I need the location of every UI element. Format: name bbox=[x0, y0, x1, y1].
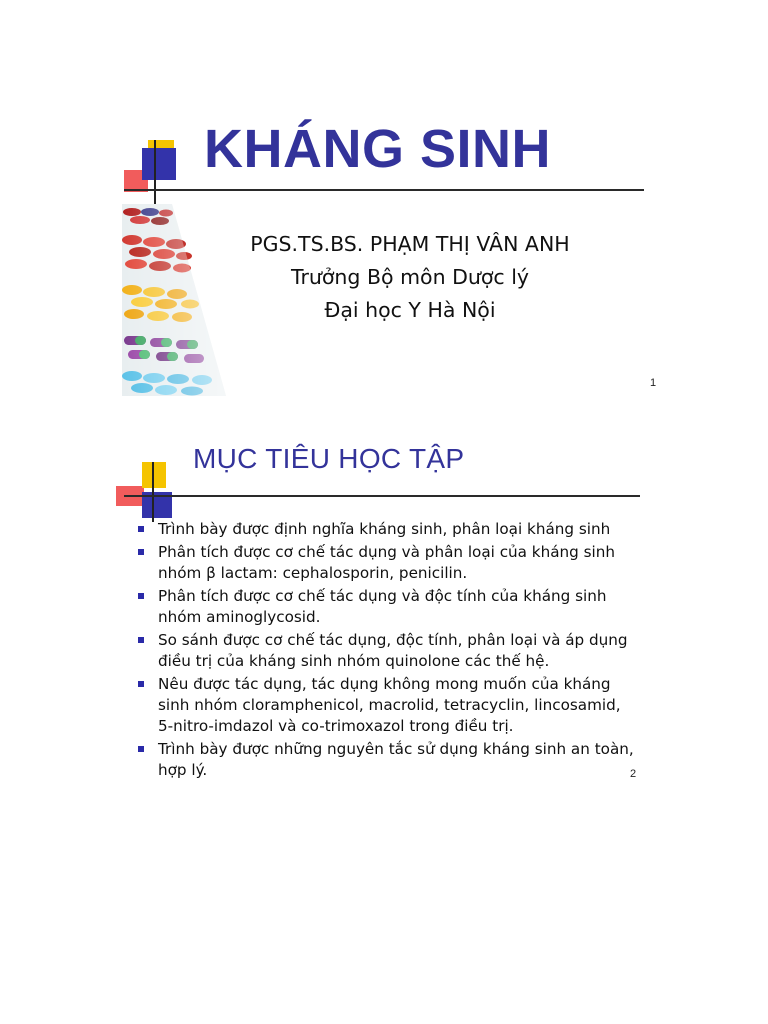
list-item: Trình bày được những nguyên tắc sử dụng kháng sinh an toàn, hợp lý. bbox=[136, 739, 636, 781]
title-divider bbox=[124, 189, 644, 191]
square-bullet-icon bbox=[138, 593, 144, 599]
list-item: Nêu được tác dụng, tác dụng không mong muốn của kháng sinh nhóm cloramphenicol, macrolid, tetracyclin, lincosamid, 5-nitro-imdazol và co-trimoxazol trong điều trị. bbox=[136, 674, 636, 737]
slide-title: MỤC TIÊU HỌC TẬP bbox=[193, 443, 465, 474]
title-divider bbox=[124, 495, 640, 497]
objectives-slide bbox=[0, 410, 768, 810]
square-bullet-icon bbox=[138, 637, 144, 643]
author-name: PGS.TS.BS. PHẠM THỊ VÂN ANH bbox=[250, 232, 570, 256]
square-bullet-icon bbox=[138, 526, 144, 532]
author-institution: Đại học Y Hà Nội bbox=[324, 298, 496, 322]
objectives-list bbox=[136, 519, 636, 783]
page-number: 2 bbox=[630, 768, 637, 780]
author-info bbox=[210, 228, 610, 327]
title-slide bbox=[0, 0, 768, 410]
square-bullet-icon bbox=[138, 681, 144, 687]
decorative-squares bbox=[122, 140, 192, 210]
author-position: Trưởng Bộ môn Dược lý bbox=[290, 265, 530, 289]
page-number: 1 bbox=[650, 377, 657, 389]
square-bullet-icon bbox=[138, 549, 144, 555]
list-item: Phân tích được cơ chế tác dụng và độc tính của kháng sinh nhóm aminoglycosid. bbox=[136, 586, 636, 628]
square-bullet-icon bbox=[138, 746, 144, 752]
list-item: Phân tích được cơ chế tác dụng và phân loại của kháng sinh nhóm β lactam: cephalosporin, penicilin. bbox=[136, 542, 636, 584]
list-item: So sánh được cơ chế tác dụng, độc tính, phân loại và áp dụng điều trị của kháng sinh nhóm quinolone các thế hệ. bbox=[136, 630, 636, 672]
slide-title: KHÁNG SINH bbox=[204, 119, 552, 179]
list-item: Trình bày được định nghĩa kháng sinh, phân loại kháng sinh bbox=[136, 519, 636, 540]
